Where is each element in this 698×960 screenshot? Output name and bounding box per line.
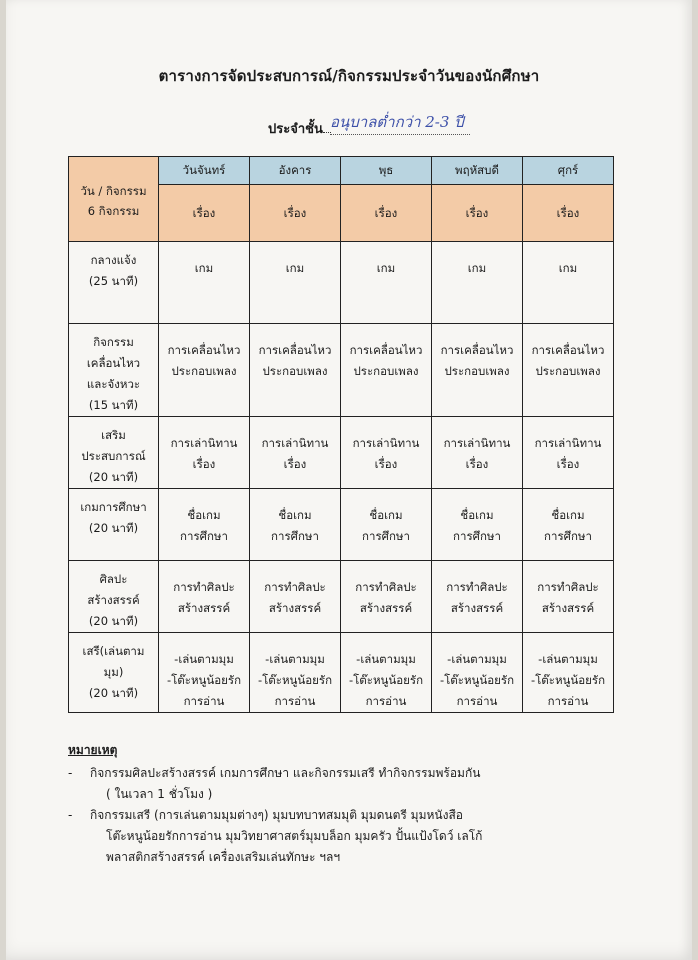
schedule-cell-line: การทำศิลปะ xyxy=(355,580,417,594)
class-label: ประจำชั้น xyxy=(268,122,323,137)
note-line: พลาสติกสร้างสรรค์ เครื่องเสริมเล่นทักษะ ฯลฯ xyxy=(106,850,341,864)
schedule-cell-line: การเคลื่อนไหว xyxy=(349,343,423,357)
schedule-cell-line: เกม xyxy=(285,261,305,275)
day-header: วันจันทร์ xyxy=(159,157,250,185)
schedule-cell-line: การเล่านิทาน xyxy=(170,436,238,450)
schedule-cell-line: -โต๊ะหนูน้อยรัก xyxy=(439,673,515,687)
activity-label-line: (20 นาที) xyxy=(88,521,139,535)
schedule-cell-line: เกม xyxy=(467,261,487,275)
schedule-cell xyxy=(159,561,250,633)
schedule-cell xyxy=(523,561,614,633)
schedule-cell-line: -โต๊ะหนูน้อยรัก xyxy=(348,673,424,687)
schedule-cell-line: การอ่าน xyxy=(365,694,407,708)
activity-label-line: (25 นาที) xyxy=(88,274,139,288)
schedule-cell xyxy=(250,633,341,713)
activity-label xyxy=(69,242,159,324)
day-header: พุธ xyxy=(341,157,432,185)
activity-label-line: ศิลปะ xyxy=(99,572,128,586)
schedule-cell-line: เรื่อง xyxy=(465,457,489,471)
schedule-cell xyxy=(250,417,341,489)
schedule-cell-line: ประกอบเพลง xyxy=(444,364,510,378)
schedule-cell-line: ประกอบเพลง xyxy=(353,364,419,378)
schedule-cell xyxy=(341,417,432,489)
day-header: ศุกร์ xyxy=(523,157,614,185)
schedule-cell xyxy=(523,489,614,561)
schedule-cell xyxy=(250,324,341,417)
schedule-cell xyxy=(432,324,523,417)
topic-cell: เรื่อง xyxy=(523,185,614,242)
schedule-cell xyxy=(250,489,341,561)
schedule-cell xyxy=(432,417,523,489)
schedule-cell-line: -เล่นตามมุม xyxy=(174,652,234,666)
activity-label-line: (20 นาที) xyxy=(88,470,139,484)
schedule-cell xyxy=(159,324,250,417)
schedule-cell-line: ชื่อเกม xyxy=(460,508,494,522)
schedule-cell xyxy=(159,242,250,324)
schedule-cell-line: ชื่อเกม xyxy=(187,508,221,522)
schedule-cell xyxy=(341,561,432,633)
schedule-cell xyxy=(341,489,432,561)
schedule-table xyxy=(68,156,614,713)
activity-label xyxy=(69,324,159,417)
activity-label-line: และจังหวะ xyxy=(86,377,141,391)
schedule-cell xyxy=(523,417,614,489)
schedule-cell-line: ประกอบเพลง xyxy=(262,364,328,378)
schedule-cell xyxy=(523,242,614,324)
schedule-cell-line: เกม xyxy=(376,261,396,275)
schedule-cell xyxy=(432,242,523,324)
activity-label xyxy=(69,417,159,489)
schedule-cell xyxy=(523,633,614,713)
schedule-cell xyxy=(159,489,250,561)
schedule-cell-line: การทำศิลปะ xyxy=(537,580,599,594)
schedule-cell-line: -โต๊ะหนูน้อยรัก xyxy=(166,673,242,687)
activity-label-line: กลางแจ้ง xyxy=(90,253,137,267)
schedule-cell-line: -เล่นตามมุม xyxy=(447,652,507,666)
schedule-cell-line: สร้างสรรค์ xyxy=(541,601,595,615)
schedule-cell-line: การเล่านิทาน xyxy=(534,436,602,450)
schedule-cell-line: การศึกษา xyxy=(271,529,319,543)
activity-label-line: (15 นาที) xyxy=(88,398,139,412)
activity-label-line: เสริม xyxy=(101,428,126,442)
handwritten-class-value: อนุบาลต่ำกว่า 2-3 ปี xyxy=(330,110,470,135)
schedule-cell xyxy=(341,324,432,417)
schedule-cell-line: สร้างสรรค์ xyxy=(177,601,231,615)
note-line: กิจกรรมเสรี (การเล่นตามมุมต่างๆ) มุมบทบาทสมมุติ มุมดนตรี มุมหนังสือ xyxy=(90,808,463,822)
activity-label xyxy=(69,489,159,561)
corner-label-line: 6 กิจกรรม xyxy=(87,204,140,218)
schedule-cell-line: การศึกษา xyxy=(362,529,410,543)
schedule-cell xyxy=(341,242,432,324)
table-row xyxy=(69,417,614,489)
note-line: กิจกรรมศิลปะสร้างสรรค์ เกมการศึกษา และกิจกรรมเสรี ทำกิจกรรมพร้อมกัน xyxy=(90,766,481,780)
topic-cell: เรื่อง xyxy=(250,185,341,242)
day-header: อังคาร xyxy=(250,157,341,185)
activity-label-line: (20 นาที) xyxy=(88,614,139,628)
activity-label-line: เคลื่อนไหว xyxy=(86,356,141,370)
note-line: ( ในเวลา 1 ชั่วโมง ) xyxy=(106,787,213,801)
schedule-cell-line: สร้างสรรค์ xyxy=(268,601,322,615)
schedule-cell-line: -โต๊ะหนูน้อยรัก xyxy=(257,673,333,687)
topic-cell: เรื่อง xyxy=(159,185,250,242)
schedule-cell-line: การทำศิลปะ xyxy=(446,580,508,594)
activity-label-line: มุม) xyxy=(103,665,124,679)
schedule-cell-line: ประกอบเพลง xyxy=(171,364,237,378)
schedule-cell-line: การอ่าน xyxy=(183,694,225,708)
schedule-cell-line: การทำศิลปะ xyxy=(264,580,326,594)
schedule-cell xyxy=(250,561,341,633)
schedule-cell-line: -เล่นตามมุม xyxy=(265,652,325,666)
notes-heading: หมายเหตุ xyxy=(68,743,118,757)
schedule-cell xyxy=(432,561,523,633)
schedule-cell-line: การศึกษา xyxy=(180,529,228,543)
schedule-cell-line: เรื่อง xyxy=(556,457,580,471)
schedule-cell xyxy=(250,242,341,324)
schedule-cell xyxy=(432,489,523,561)
schedule-cell-line: ชื่อเกม xyxy=(369,508,403,522)
table-row xyxy=(69,633,614,713)
schedule-cell-line: เรื่อง xyxy=(283,457,307,471)
topic-cell: เรื่อง xyxy=(341,185,432,242)
activity-label xyxy=(69,633,159,713)
schedule-cell-line: การอ่าน xyxy=(456,694,498,708)
schedule-cell-line: เรื่อง xyxy=(192,457,216,471)
schedule-cell xyxy=(523,324,614,417)
schedule-cell-line: การศึกษา xyxy=(544,529,592,543)
schedule-cell-line: -โต๊ะหนูน้อยรัก xyxy=(530,673,606,687)
schedule-cell-line: เรื่อง xyxy=(374,457,398,471)
schedule-cell-line: -เล่นตามมุม xyxy=(356,652,416,666)
schedule-cell-line: การเล่านิทาน xyxy=(261,436,329,450)
activity-label-line: (20 นาที) xyxy=(88,686,139,700)
schedule-cell-line: การทำศิลปะ xyxy=(173,580,235,594)
activity-label-line: ประสบการณ์ xyxy=(81,449,146,463)
activity-label-line: เสรี(เล่นตาม xyxy=(82,644,145,658)
schedule-cell-line: การเคลื่อนไหว xyxy=(531,343,605,357)
schedule-cell-line: ชื่อเกม xyxy=(551,508,585,522)
notes-list xyxy=(68,763,668,868)
table-row xyxy=(69,242,614,324)
schedule-cell-line: ประกอบเพลง xyxy=(535,364,601,378)
day-header: พฤหัสบดี xyxy=(432,157,523,185)
topic-cell: เรื่อง xyxy=(432,185,523,242)
note-bullet: - xyxy=(68,808,73,822)
schedule-cell xyxy=(341,633,432,713)
activity-label-line: สร้างสรรค์ xyxy=(87,593,140,607)
activity-label-line: กิจกรรม xyxy=(93,335,134,349)
schedule-cell-line: เกม xyxy=(558,261,578,275)
schedule-cell-line: สร้างสรรค์ xyxy=(359,601,413,615)
schedule-cell-line: เกม xyxy=(194,261,214,275)
schedule-cell-line: การเคลื่อนไหว xyxy=(440,343,514,357)
schedule-cell xyxy=(159,633,250,713)
notes-section xyxy=(68,740,668,868)
schedule-cell-line: การเคลื่อนไหว xyxy=(258,343,332,357)
class-line xyxy=(268,118,331,139)
note-line: โต๊ะหนูน้อยรักการอ่าน มุมวิทยาศาสตร์มุมบล็อก มุมครัว ปั้นแป้งโดว์ เลโก้ xyxy=(106,829,483,843)
note-item xyxy=(68,763,668,805)
activity-label xyxy=(69,561,159,633)
note-item xyxy=(68,805,668,868)
schedule-cell-line: ชื่อเกม xyxy=(278,508,312,522)
activity-label-line: เกมการศึกษา xyxy=(80,500,147,514)
schedule-cell-line: การเล่านิทาน xyxy=(443,436,511,450)
schedule-cell-line: การอ่าน xyxy=(547,694,589,708)
corner-header xyxy=(69,157,159,242)
schedule-cell-line: -เล่นตามมุม xyxy=(538,652,598,666)
table-row xyxy=(69,561,614,633)
schedule-cell-line: การเล่านิทาน xyxy=(352,436,420,450)
schedule-cell xyxy=(159,417,250,489)
schedule-cell-line: การเคลื่อนไหว xyxy=(167,343,241,357)
document-title: ตารางการจัดประสบการณ์/กิจกรรมประจำวันของนักศึกษา xyxy=(158,67,540,85)
table-row xyxy=(69,489,614,561)
schedule-cell-line: การศึกษา xyxy=(453,529,501,543)
corner-label-line: วัน / กิจกรรม xyxy=(80,184,147,198)
schedule-cell-line: การอ่าน xyxy=(274,694,316,708)
table-row xyxy=(69,324,614,417)
schedule-cell xyxy=(432,633,523,713)
schedule-cell-line: สร้างสรรค์ xyxy=(450,601,504,615)
note-bullet: - xyxy=(68,766,73,780)
